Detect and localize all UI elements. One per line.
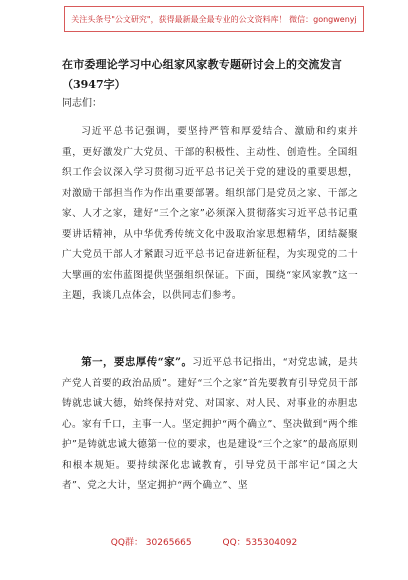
- greeting: 同志们：: [62, 98, 102, 109]
- word-count: （3947字）: [62, 78, 126, 91]
- section-one-heading: 第一，要忠厚传“家”。: [81, 356, 193, 368]
- qq-group-number: QQ群： 30265665: [110, 538, 192, 548]
- section-one-body: 习近平总书记指出，“对党忠诚，是共产党人首要的政治品质”。建好“三个之家”首先要教育引导党员干部铸就忠诚大德，始终保持对党、对国家、对人民、对事业的赤胆忠心。家有千口，主事一人。坚定拥护“两个确立”、坚决做到“两个维护”是铸就忠诚大德第一位的要求，也是建设“三个之家”的最高原则和根本规矩。要持续深化忠诚教育，引导党员干部牢记“国之大者”、党之大计，坚定拥护“两个确立”、坚: [62, 357, 358, 491]
- paragraph-intro: 习近平总书记强调，要坚持严管和厚爱结合、激励和约束并重，更好激发广大党员、干部的积极性、主动性、创造性。全国组织工作会议深入学习贯彻习近平总书记关于党的建设的重要思想，对激励干部担当作为作出重要部署。组织部门是党员之家、干部之家、人才之家，建好“三个之家”必须深入贯彻落实习近平总书记重要讲话精神，从中华优秀传统文化中汲取治家思想精华，团结凝聚广大党员干部人才紧跟习近平总书记奋进新征程，为实现党的二十大擘画的宏伟蓝图提供坚强组织保证。下面，围绕“家风家教”这一主题，我谈几点体会，以供同志们参考。: [62, 126, 358, 301]
- paragraph-section-one: [62, 352, 358, 497]
- footer-contact: [0, 535, 408, 548]
- header-banner: 关注头条号"公文研究"，获得最新最全最专业的公文资料库！ 微信：gongwenyj: [64, 6, 364, 32]
- document-title: 在市委理论学习中心组家风家教专题研讨会上的交流发言: [62, 58, 342, 71]
- qq-number: QQ：535304092: [222, 538, 298, 548]
